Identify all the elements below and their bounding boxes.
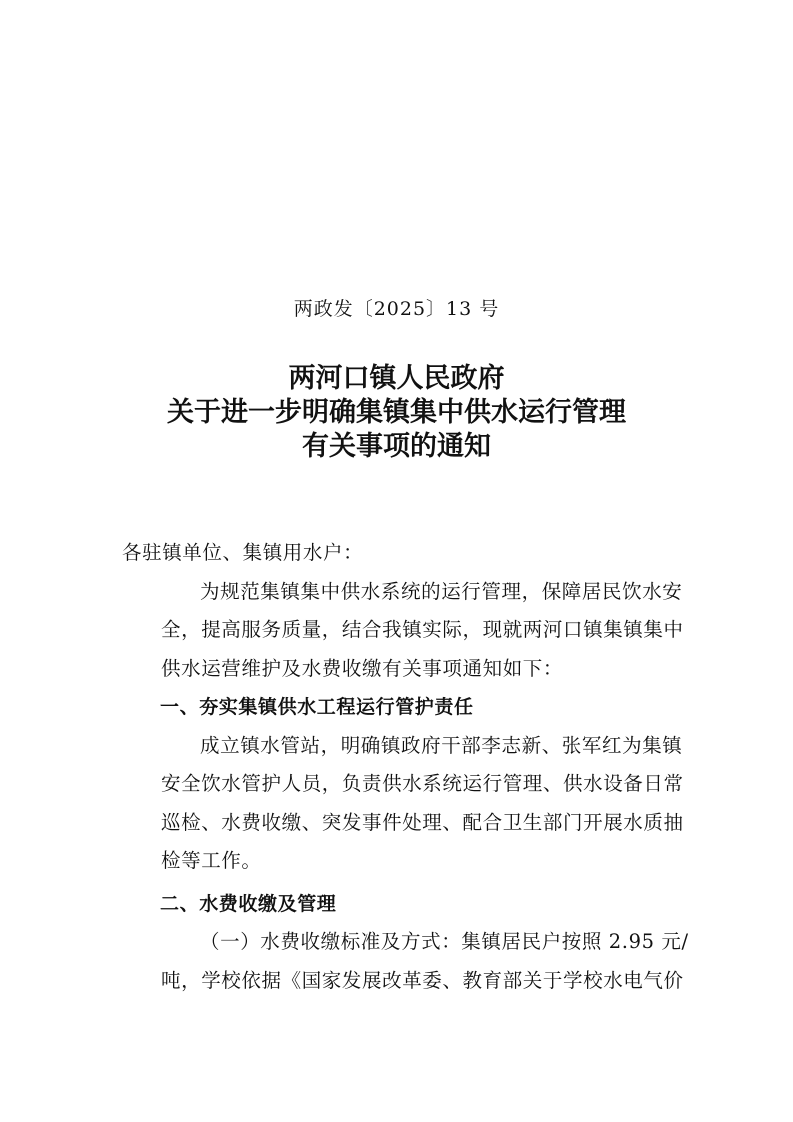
intro-line-1: 为规范集镇集中供水系统的运行管理，保障居民饮水安 bbox=[200, 579, 683, 603]
section-2-line-1: （一）水费收缴标准及方式：集镇居民户按照 2.95 元/ bbox=[200, 930, 689, 953]
intro-line-2: 全，提高服务质量，结合我镇实际，现就两河口镇集镇集中 bbox=[161, 618, 684, 641]
section-1-line-1: 成立镇水管站，明确镇政府干部李志新、张军红为集镇 bbox=[200, 733, 683, 757]
section-1-line-3: 巡检、水费收缴、突发事件处理、配合卫生部门开展水质抽 bbox=[161, 810, 684, 834]
section-2-heading: 二、水费收缴及管理 bbox=[160, 892, 337, 915]
document-number: 两政发〔2025〕13 号 bbox=[293, 298, 500, 320]
section-1-line-2: 安全饮水管护人员，负责供水系统运行管理、供水设备日常 bbox=[161, 772, 684, 795]
document-body bbox=[122, 534, 689, 1000]
section-2-line-2: 吨，学校依据《国家发展改革委、教育部关于学校水电气价 bbox=[161, 968, 684, 992]
title-line-2: 关于进一步明确集镇集中供水运行管理 bbox=[167, 397, 626, 428]
section-1-paragraph bbox=[122, 727, 684, 881]
intro-paragraph bbox=[122, 573, 684, 689]
section-1-heading: 一、夯实集镇供水工程运行管护责任 bbox=[160, 696, 474, 718]
section-2-paragraph bbox=[122, 923, 689, 1000]
title-line-1: 两河口镇人民政府 bbox=[288, 363, 505, 394]
title-line-3: 有关事项的通知 bbox=[302, 431, 491, 462]
document-title bbox=[0, 362, 793, 464]
salutation: 各驻镇单位、集镇用水户： bbox=[122, 541, 364, 564]
intro-line-3: 供水运营维护及水费收缴有关事项通知如下： bbox=[161, 656, 564, 680]
section-1-line-4: 检等工作。 bbox=[161, 849, 262, 872]
